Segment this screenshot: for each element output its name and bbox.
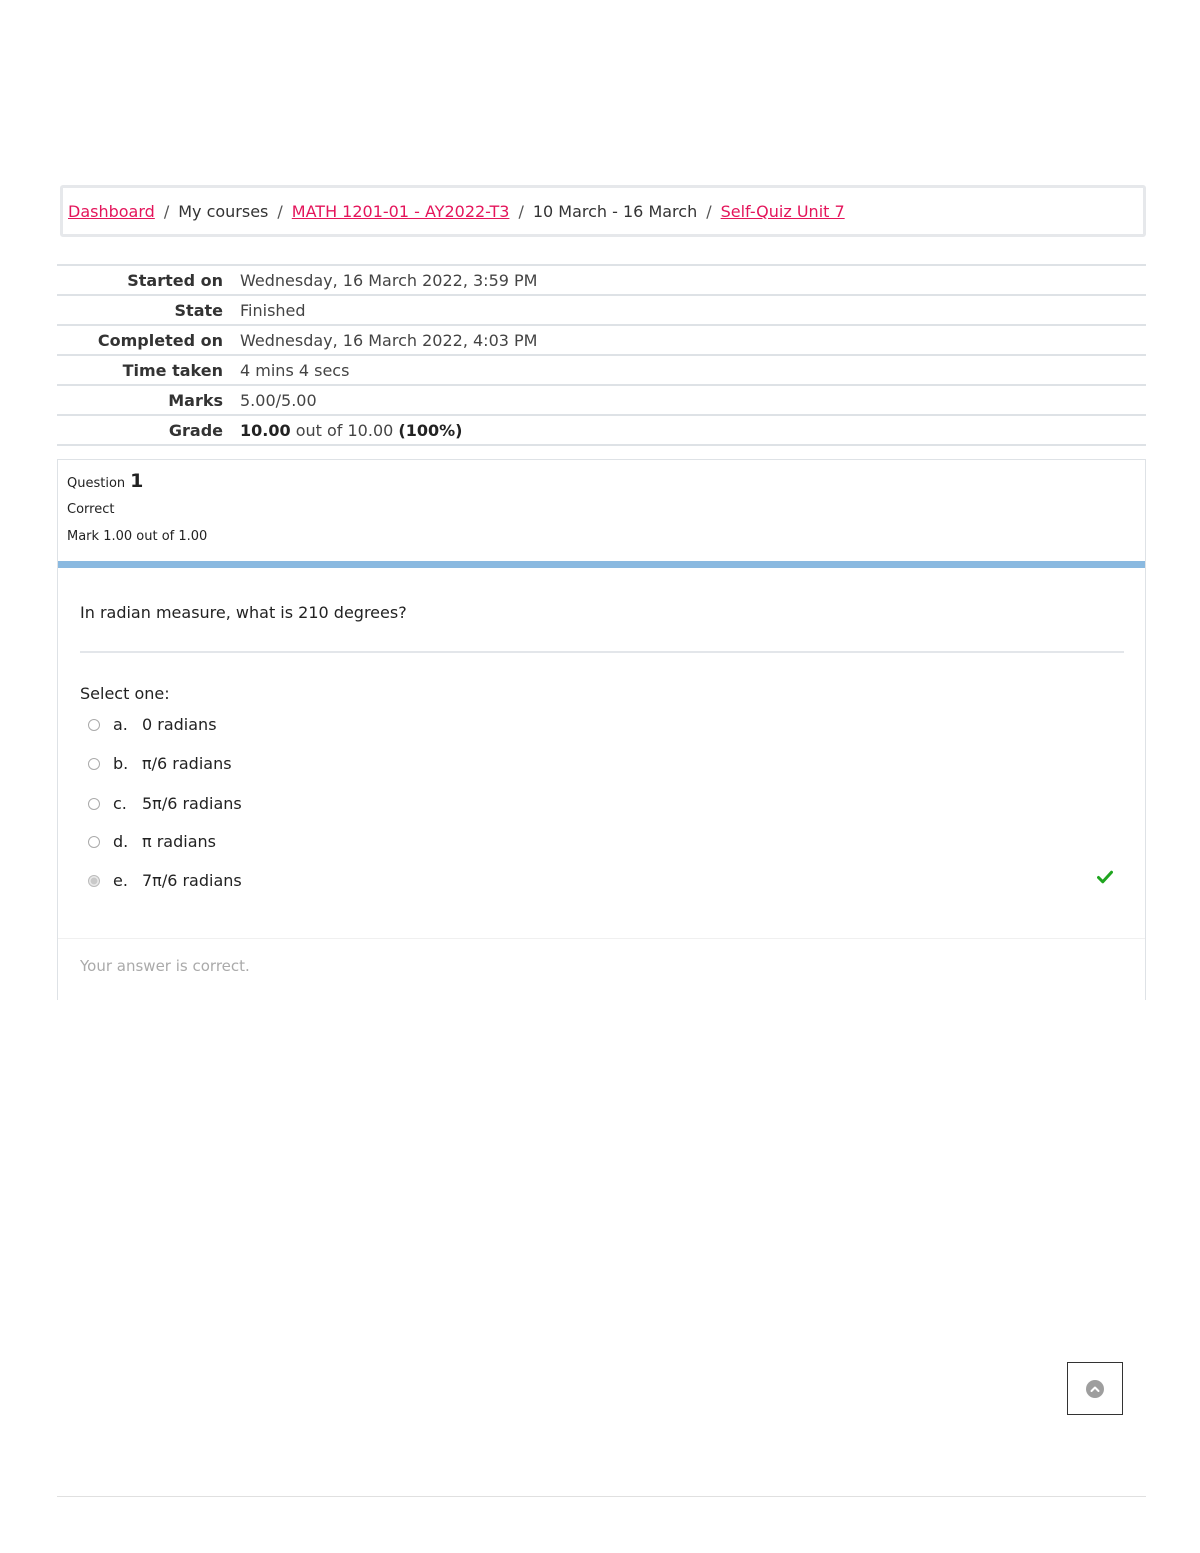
state-label: State — [174, 300, 223, 320]
question-state: Correct — [67, 502, 115, 517]
summary-row-state — [57, 296, 1146, 326]
breadcrumb-separator: / — [706, 201, 712, 221]
option-text: 7π/6 radians — [142, 871, 242, 890]
answer-option-a[interactable] — [88, 715, 217, 734]
option-text: 5π/6 radians — [142, 794, 242, 813]
summary-row-grade — [57, 416, 1146, 446]
answer-option-d[interactable] — [88, 832, 216, 851]
completed-on-value: Wednesday, 16 March 2022, 4:03 PM — [240, 330, 538, 350]
grade-percent: (100%) — [398, 420, 463, 440]
option-letter: a. — [113, 715, 128, 734]
started-on-label: Started on — [127, 270, 223, 290]
radio-button[interactable] — [88, 719, 100, 731]
answer-option-b[interactable] — [88, 754, 232, 773]
breadcrumb — [60, 185, 1146, 237]
time-taken-label: Time taken — [122, 360, 223, 380]
option-text: π/6 radians — [142, 754, 232, 773]
summary-row-completed — [57, 326, 1146, 356]
question-label: Question — [67, 476, 126, 491]
feedback-panel — [58, 938, 1145, 1002]
option-letter: c. — [113, 794, 127, 813]
chevron-up-icon — [1086, 1380, 1104, 1398]
started-on-value: Wednesday, 16 March 2022, 3:59 PM — [240, 270, 538, 290]
summary-row-marks — [57, 386, 1146, 416]
summary-row-started — [57, 266, 1146, 296]
grade-score: 10.00 — [240, 420, 291, 440]
question-number: 1 — [130, 470, 144, 492]
grade-label: Grade — [168, 420, 223, 440]
grade-value — [240, 421, 462, 440]
question-text: In radian measure, what is 210 degrees? — [80, 603, 407, 622]
answer-option-c[interactable] — [88, 794, 242, 813]
answer-option-e[interactable] — [88, 871, 242, 890]
radio-button-selected[interactable] — [88, 875, 100, 887]
question-header-bar — [58, 561, 1145, 568]
breadcrumb-separator: / — [518, 201, 524, 221]
breadcrumb-separator: / — [163, 201, 170, 221]
feedback-text: Your answer is correct. — [80, 957, 250, 975]
back-to-top-button[interactable] — [1067, 1362, 1123, 1415]
check-icon — [1097, 868, 1113, 889]
attempt-summary-table — [57, 264, 1146, 446]
option-text: π radians — [142, 832, 216, 851]
option-letter: d. — [113, 832, 129, 851]
option-text: 0 radians — [142, 715, 217, 734]
breadcrumb-course-link[interactable]: MATH 1201-01 - AY2022-T3 — [291, 201, 510, 221]
breadcrumb-my-courses: My courses — [178, 201, 269, 221]
marks-label: Marks — [168, 390, 223, 410]
option-letter: e. — [113, 871, 128, 890]
breadcrumb-quiz-link[interactable]: Self-Quiz Unit 7 — [720, 201, 845, 221]
summary-row-time — [57, 356, 1146, 386]
marks-value: 5.00/5.00 — [240, 390, 317, 410]
state-value: Finished — [240, 300, 306, 320]
question-card — [57, 459, 1146, 1000]
question-divider — [80, 651, 1124, 653]
radio-button[interactable] — [88, 798, 100, 810]
question-mark: Mark 1.00 out of 1.00 — [67, 529, 208, 544]
radio-button[interactable] — [88, 758, 100, 770]
time-taken-value: 4 mins 4 secs — [240, 360, 350, 380]
grade-out-of: out of 10.00 — [295, 420, 394, 440]
question-info — [67, 470, 207, 544]
footer-divider — [57, 1496, 1146, 1497]
breadcrumb-week: 10 March - 16 March — [532, 201, 698, 221]
breadcrumb-separator: / — [277, 201, 283, 221]
radio-button[interactable] — [88, 836, 100, 848]
option-letter: b. — [113, 754, 129, 773]
select-one-prompt: Select one: — [80, 684, 170, 703]
completed-on-label: Completed on — [97, 330, 223, 350]
breadcrumb-dashboard-link[interactable]: Dashboard — [68, 201, 155, 221]
